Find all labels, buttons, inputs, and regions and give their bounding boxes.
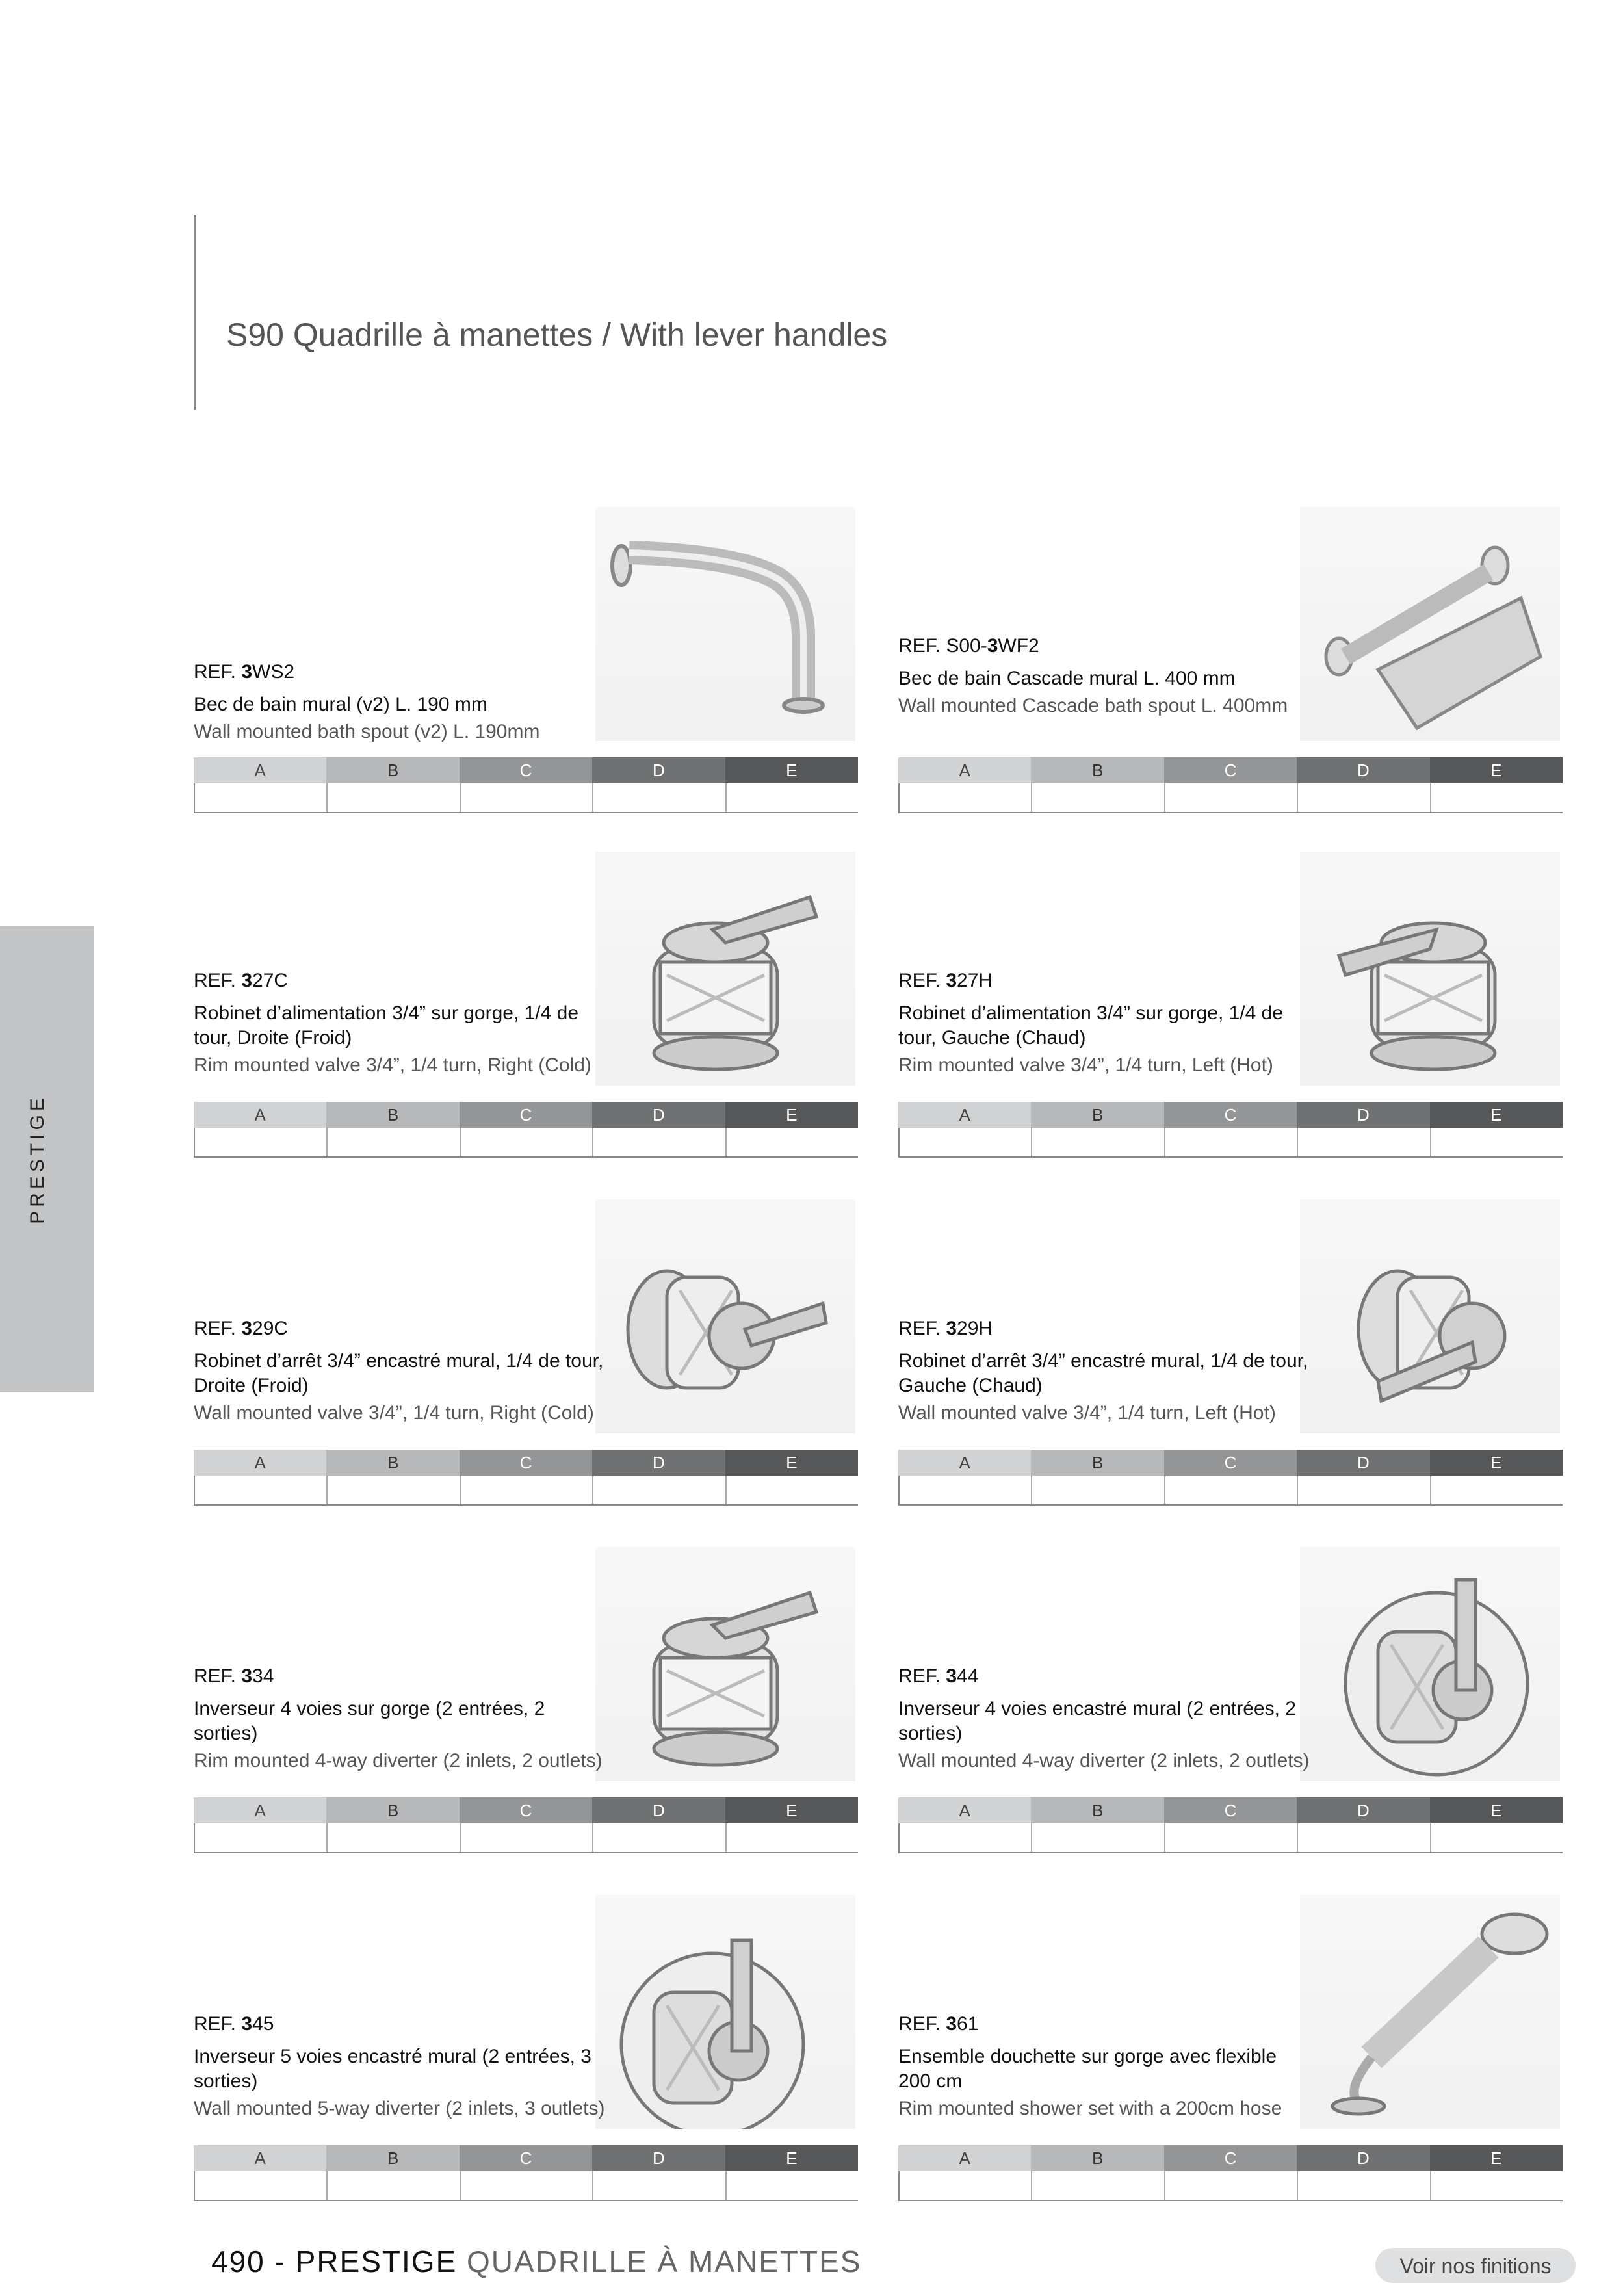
- product-card: [898, 1534, 1563, 1859]
- finish-cell-e: [727, 1476, 858, 1504]
- page-footer: [211, 2244, 861, 2279]
- finish-cell-a: [900, 1128, 1032, 1156]
- finish-cell-a: [195, 1823, 328, 1852]
- finish-cell-d: [593, 1476, 726, 1504]
- finish-cell-b: [1032, 783, 1165, 812]
- rim-valve-left-icon: [1300, 852, 1560, 1086]
- finish-header-d: D: [1297, 1797, 1429, 1823]
- product-image: [595, 1895, 855, 2129]
- finish-table: [898, 757, 1563, 815]
- finish-table: [194, 1450, 858, 1507]
- finish-table: [898, 2145, 1563, 2202]
- finish-header-e: E: [1430, 1797, 1563, 1823]
- finish-cell-c: [1165, 1476, 1298, 1504]
- product-info: [194, 660, 610, 744]
- finish-cell-d: [593, 2171, 726, 2200]
- finish-cell-c: [461, 1823, 593, 1852]
- finish-header-b: B: [326, 757, 459, 783]
- finish-cell-e: [727, 1128, 858, 1156]
- finish-header-a: A: [194, 1102, 326, 1128]
- product-ref: REF. 327H: [898, 970, 993, 991]
- finish-header-c: C: [460, 2145, 592, 2171]
- product-image: [1300, 852, 1560, 1086]
- product-description-en: Wall mounted Cascade bath spout L. 400mm: [898, 695, 1288, 716]
- finish-header-c: C: [460, 1797, 592, 1823]
- finish-header-b: B: [1031, 2145, 1163, 2171]
- see-finishes-button[interactable]: Voir nos finitions: [1375, 2248, 1576, 2283]
- finish-header-b: B: [1031, 1797, 1163, 1823]
- product-info: [194, 2012, 610, 2121]
- finish-cell-c: [1165, 2171, 1298, 2200]
- finish-cell-b: [1032, 1476, 1165, 1504]
- finish-cell-a: [195, 1476, 328, 1504]
- product-card: [898, 1186, 1563, 1511]
- finish-cell-c: [1165, 1128, 1298, 1156]
- product-card: [898, 494, 1563, 819]
- product-description-en: Rim mounted 4-way diverter (2 inlets, 2 outlets): [194, 1750, 603, 1771]
- product-image: [1300, 1199, 1560, 1433]
- wall-valve-right-icon: [595, 1199, 855, 1433]
- finish-header-c: C: [460, 757, 592, 783]
- rim-diverter-icon: [595, 1547, 855, 1781]
- product-ref: REF. 329C: [194, 1318, 289, 1339]
- finish-cell-a: [900, 2171, 1032, 2200]
- finish-header-a: A: [194, 1450, 326, 1476]
- product-info: [898, 1316, 1314, 1426]
- product-description-fr: Inverseur 4 voies encastré mural (2 entrées, 2 sorties): [898, 1698, 1296, 1744]
- finish-cell-b: [328, 1128, 460, 1156]
- finish-header-d: D: [1297, 2145, 1429, 2171]
- finish-cell-c: [461, 1128, 593, 1156]
- finish-cell-d: [593, 1823, 726, 1852]
- product-info: [194, 1316, 610, 1426]
- finish-header-c: C: [1164, 1797, 1297, 1823]
- finish-table: [194, 757, 858, 815]
- finish-header-d: D: [1297, 1102, 1429, 1128]
- product-image: [595, 1547, 855, 1781]
- finish-header-a: A: [898, 1102, 1031, 1128]
- product-description-en: Wall mounted 4-way diverter (2 inlets, 2 outlets): [898, 1750, 1310, 1771]
- wall-valve-left-icon: [1300, 1199, 1560, 1433]
- finish-cell-b: [328, 1823, 460, 1852]
- finish-header-e: E: [1430, 1102, 1563, 1128]
- finish-cell-d: [1298, 2171, 1431, 2200]
- title-divider: [194, 215, 196, 410]
- finish-header-a: A: [898, 1797, 1031, 1823]
- product-ref: REF. 3WS2: [194, 661, 295, 683]
- product-image: [1300, 507, 1560, 741]
- product-ref: REF. 361: [898, 2013, 979, 2035]
- footer-category: PRESTIGE: [295, 2245, 467, 2278]
- product-card: [898, 839, 1563, 1164]
- product-info: [898, 1664, 1314, 1773]
- finish-table: [898, 1450, 1563, 1507]
- product-info: [898, 2012, 1314, 2121]
- cascade-spout-icon: [1300, 507, 1560, 741]
- finish-cell-d: [1298, 783, 1431, 812]
- finish-header-b: B: [326, 1797, 459, 1823]
- product-ref: REF. 327C: [194, 970, 289, 991]
- finish-header-c: C: [1164, 2145, 1297, 2171]
- footer-subcategory: QUADRILLE À MANETTES: [467, 2245, 862, 2278]
- finish-cell-b: [1032, 1823, 1165, 1852]
- finish-header-c: C: [460, 1102, 592, 1128]
- product-description-en: Wall mounted bath spout (v2) L. 190mm: [194, 721, 540, 742]
- finish-cell-e: [727, 783, 858, 812]
- wall-diverter-5way-icon: [595, 1895, 855, 2129]
- finish-cell-e: [1431, 1476, 1563, 1504]
- finish-cell-d: [1298, 1128, 1431, 1156]
- finish-header-a: A: [194, 757, 326, 783]
- product-card: [194, 1534, 858, 1859]
- finish-cell-c: [461, 783, 593, 812]
- finish-header-e: E: [725, 1450, 858, 1476]
- finish-header-b: B: [1031, 1102, 1163, 1128]
- wall-diverter-icon: [1300, 1547, 1560, 1781]
- finish-header-a: A: [194, 1797, 326, 1823]
- finish-cell-a: [195, 2171, 328, 2200]
- product-image: [595, 507, 855, 741]
- product-description-fr: Inverseur 5 voies encastré mural (2 entrées, 3 sorties): [194, 2046, 591, 2092]
- finish-cell-e: [1431, 783, 1563, 812]
- side-tab-label: PRESTIGE: [27, 1094, 48, 1224]
- product-description-fr: Ensemble douchette sur gorge avec flexible 200 cm: [898, 2046, 1277, 2092]
- finish-cell-c: [461, 2171, 593, 2200]
- finish-header-c: C: [460, 1450, 592, 1476]
- product-ref: REF. 345: [194, 2013, 274, 2035]
- product-image: [595, 852, 855, 1086]
- finish-header-b: B: [326, 1102, 459, 1128]
- product-card: [898, 1882, 1563, 2207]
- rim-valve-right-icon: [595, 852, 855, 1086]
- finish-header-b: B: [326, 1450, 459, 1476]
- finish-cell-a: [195, 1128, 328, 1156]
- finish-header-b: B: [1031, 757, 1163, 783]
- finish-cell-c: [1165, 783, 1298, 812]
- finish-header-a: A: [898, 1450, 1031, 1476]
- finish-cell-a: [900, 1476, 1032, 1504]
- finish-cell-a: [900, 783, 1032, 812]
- finish-header-d: D: [592, 757, 725, 783]
- product-ref: REF. 334: [194, 1665, 274, 1687]
- finish-header-a: A: [898, 2145, 1031, 2171]
- product-ref: REF. S00-3WF2: [898, 635, 1039, 657]
- finish-header-b: B: [326, 2145, 459, 2171]
- finish-header-c: C: [1164, 1102, 1297, 1128]
- finish-cell-e: [727, 2171, 858, 2200]
- finish-header-a: A: [898, 757, 1031, 783]
- finish-header-e: E: [1430, 2145, 1563, 2171]
- product-info: [194, 1664, 610, 1773]
- product-ref: REF. 329H: [898, 1318, 993, 1339]
- product-description-fr: Bec de bain mural (v2) L. 190 mm: [194, 694, 487, 715]
- product-card: [194, 494, 858, 819]
- page-title: S90 Quadrille à manettes / With lever handles: [226, 316, 888, 353]
- page-number: 490 -: [211, 2245, 296, 2278]
- finish-header-d: D: [592, 1450, 725, 1476]
- finish-cell-b: [328, 783, 460, 812]
- finish-cell-b: [1032, 1128, 1165, 1156]
- finish-header-e: E: [1430, 757, 1563, 783]
- product-description-fr: Robinet d’alimentation 3/4” sur gorge, 1/4 de tour, Droite (Froid): [194, 1002, 579, 1049]
- product-card: [194, 1186, 858, 1511]
- finish-header-e: E: [725, 2145, 858, 2171]
- product-info: [194, 969, 610, 1078]
- finish-header-e: E: [725, 1797, 858, 1823]
- finish-header-c: C: [1164, 757, 1297, 783]
- finish-table: [194, 1797, 858, 1855]
- finish-cell-e: [1431, 1823, 1563, 1852]
- finish-header-d: D: [1297, 757, 1429, 783]
- finish-cell-c: [461, 1476, 593, 1504]
- finish-cell-c: [1165, 1823, 1298, 1852]
- finish-cell-a: [195, 783, 328, 812]
- product-image: [1300, 1895, 1560, 2129]
- product-description-en: Rim mounted valve 3/4”, 1/4 turn, Right (Cold): [194, 1054, 591, 1076]
- product-description-fr: Robinet d’arrêt 3/4” encastré mural, 1/4 de tour, Gauche (Chaud): [898, 1350, 1308, 1396]
- product-card: [194, 1882, 858, 2207]
- product-info: [898, 634, 1314, 718]
- finish-header-e: E: [725, 757, 858, 783]
- finish-header-b: B: [1031, 1450, 1163, 1476]
- finish-header-d: D: [592, 2145, 725, 2171]
- finish-cell-e: [1431, 1128, 1563, 1156]
- product-description-fr: Inverseur 4 voies sur gorge (2 entrées, 2 sorties): [194, 1698, 545, 1744]
- product-image: [1300, 1547, 1560, 1781]
- finish-header-e: E: [725, 1102, 858, 1128]
- finish-header-a: A: [194, 2145, 326, 2171]
- finish-cell-e: [1431, 2171, 1563, 2200]
- finish-cell-e: [727, 1823, 858, 1852]
- product-description-fr: Robinet d’arrêt 3/4” encastré mural, 1/4 de tour, Droite (Froid): [194, 1350, 604, 1396]
- finish-cell-d: [1298, 1823, 1431, 1852]
- finish-cell-b: [1032, 2171, 1165, 2200]
- product-info: [898, 969, 1314, 1078]
- finish-table: [194, 1102, 858, 1159]
- finish-table: [194, 2145, 858, 2202]
- product-image: [595, 1199, 855, 1433]
- product-description-fr: Robinet d’alimentation 3/4” sur gorge, 1/4 de tour, Gauche (Chaud): [898, 1002, 1284, 1049]
- hand-shower-icon: [1300, 1895, 1560, 2129]
- finish-table: [898, 1797, 1563, 1855]
- finish-cell-b: [328, 1476, 460, 1504]
- finish-header-d: D: [1297, 1450, 1429, 1476]
- product-description-fr: Bec de bain Cascade mural L. 400 mm: [898, 668, 1236, 689]
- product-description-en: Wall mounted valve 3/4”, 1/4 turn, Right (Cold): [194, 1402, 594, 1424]
- finish-header-e: E: [1430, 1450, 1563, 1476]
- finish-cell-a: [900, 1823, 1032, 1852]
- product-ref: REF. 344: [898, 1665, 979, 1687]
- finish-cell-d: [1298, 1476, 1431, 1504]
- finish-cell-d: [593, 1128, 726, 1156]
- finish-header-c: C: [1164, 1450, 1297, 1476]
- product-card: [194, 839, 858, 1164]
- finish-header-d: D: [592, 1797, 725, 1823]
- finish-header-d: D: [592, 1102, 725, 1128]
- finish-table: [898, 1102, 1563, 1159]
- finish-cell-b: [328, 2171, 460, 2200]
- finish-cell-d: [593, 783, 726, 812]
- product-description-en: Wall mounted 5-way diverter (2 inlets, 3 outlets): [194, 2098, 605, 2119]
- bath-spout-icon: [595, 507, 855, 741]
- product-description-en: Rim mounted shower set with a 200cm hose: [898, 2098, 1282, 2119]
- product-description-en: Wall mounted valve 3/4”, 1/4 turn, Left (Hot): [898, 1402, 1276, 1424]
- product-description-en: Rim mounted valve 3/4”, 1/4 turn, Left (Hot): [898, 1054, 1273, 1076]
